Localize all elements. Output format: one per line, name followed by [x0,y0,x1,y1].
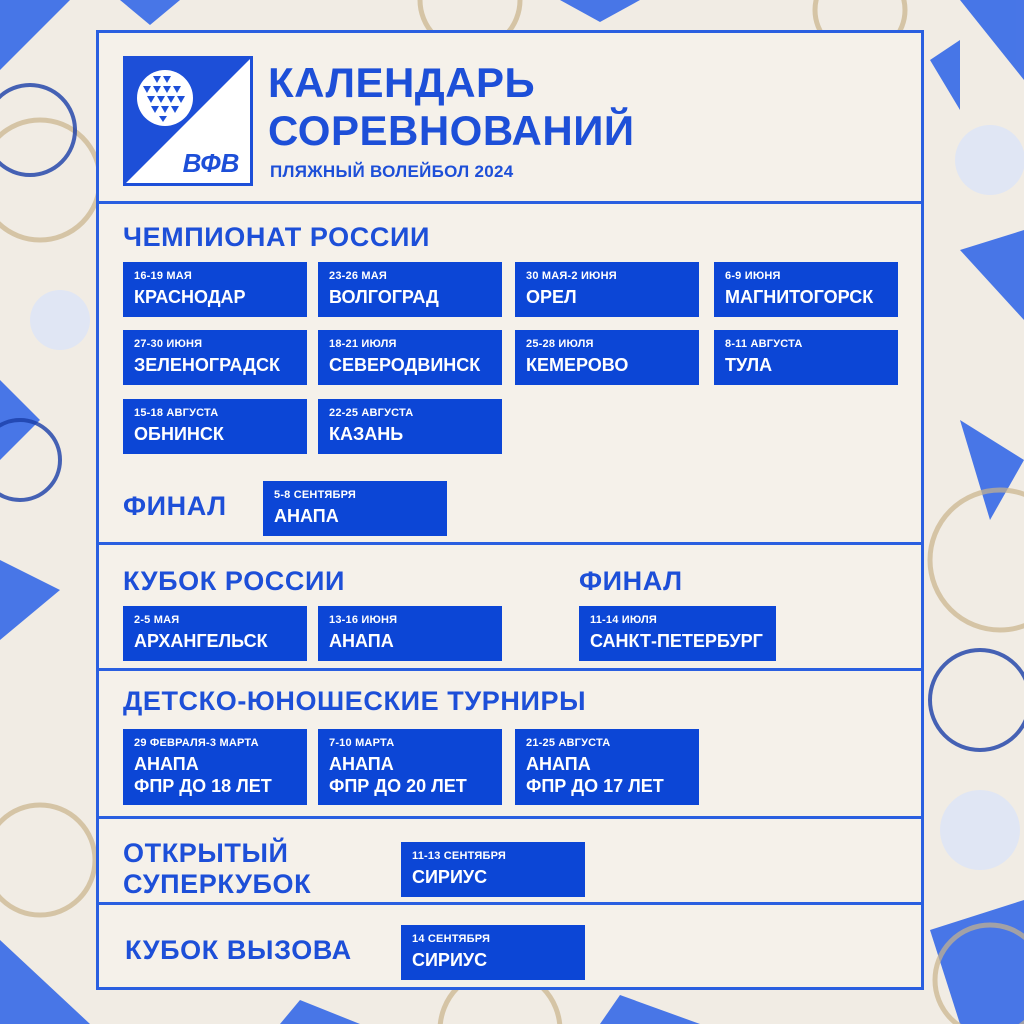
vfv-logo [123,56,253,186]
event-card: 6-9 ИЮНЯ МАГНИТОГОРСК [714,262,898,317]
event-card: 21-25 АВГУСТА АНАПА ФПР ДО 17 ЛЕТ [515,729,699,805]
logo-text: ВФВ [182,148,240,178]
event-card: 14 СЕНТЯБРЯ СИРИУС [401,925,585,980]
event-card: 23-26 МАЯ ВОЛГОГРАД [318,262,502,317]
supercup-heading-line1: ОТКРЫТЫЙ [123,838,289,868]
event-card: 22-25 АВГУСТА КАЗАНЬ [318,399,502,454]
event-card: 25-28 ИЮЛЯ КЕМЕРОВО [515,330,699,385]
event-card: 27-30 ИЮНЯ ЗЕЛЕНОГРАДСК [123,330,307,385]
supercup-heading-line2: СУПЕРКУБОК [123,869,312,899]
cup-heading: КУБОК РОССИИ [123,566,346,596]
event-card: 8-11 АВГУСТА ТУЛА [714,330,898,385]
youth-heading: ДЕТСКО-ЮНОШЕСКИЕ ТУРНИРЫ [123,686,587,716]
championship-final-heading: ФИНАЛ [123,491,227,521]
final-event-card: 5-8 СЕНТЯБРЯ АНАПА [263,481,447,536]
event-card: 29 ФЕВРАЛЯ-3 МАРТА АНАПА ФПР ДО 18 ЛЕТ [123,729,307,805]
event-card: 30 МАЯ-2 ИЮНЯ ОРЕЛ [515,262,699,317]
page-subtitle: ПЛЯЖНЫЙ ВОЛЕЙБОЛ 2024 [270,162,514,181]
cup-final-heading: ФИНАЛ [579,566,683,596]
section-divider [96,902,924,905]
event-card: 15-18 АВГУСТА ОБНИНСК [123,399,307,454]
final-event-card: 11-14 ИЮЛЯ САНКТ-ПЕТЕРБУРГ [579,606,776,661]
event-card: 11-13 СЕНТЯБРЯ СИРИУС [401,842,585,897]
section-divider [96,542,924,545]
challenge-heading: КУБОК ВЫЗОВА [125,935,352,965]
event-card: 2-5 МАЯ АРХАНГЕЛЬСК [123,606,307,661]
section-divider [96,816,924,819]
event-card: 16-19 МАЯ КРАСНОДАР [123,262,307,317]
page-title-line2: СОРЕВНОВАНИЙ [268,107,635,154]
event-card: 7-10 МАРТА АНАПА ФПР ДО 20 ЛЕТ [318,729,502,805]
event-card: 18-21 ИЮЛЯ СЕВЕРОДВИНСК [318,330,502,385]
championship-heading: ЧЕМПИОНАТ РОССИИ [123,222,430,252]
event-card: 13-16 ИЮНЯ АНАПА [318,606,502,661]
page-title-line1: КАЛЕНДАРЬ [268,59,536,106]
section-divider [96,668,924,671]
section-divider [96,201,924,204]
